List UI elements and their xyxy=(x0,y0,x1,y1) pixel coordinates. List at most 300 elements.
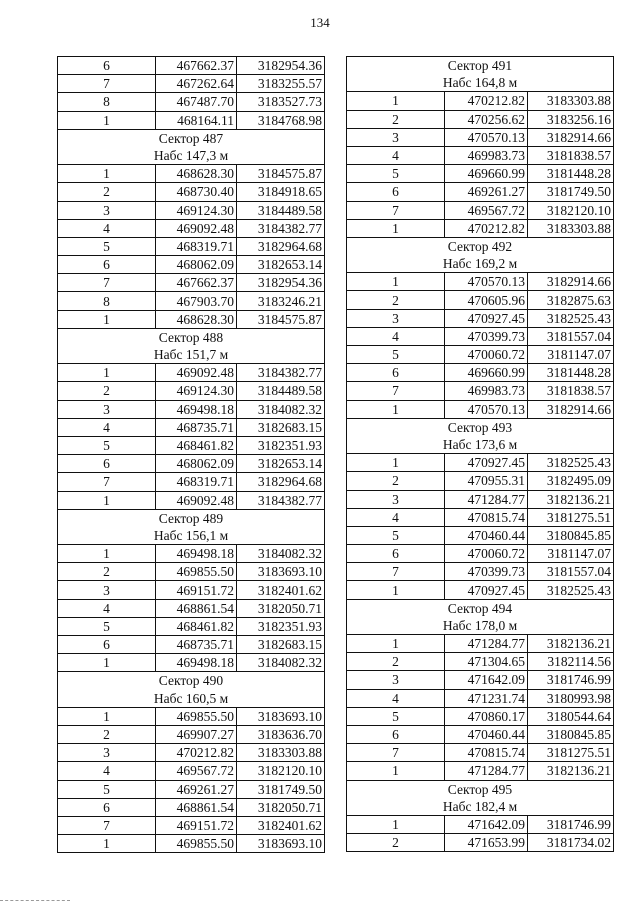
y-coordinate-cell: 3180845.85 xyxy=(528,725,614,743)
table-row xyxy=(347,92,614,110)
point-number-cell: 6 xyxy=(347,364,445,382)
table-row xyxy=(58,219,325,237)
x-coordinate-cell: 469092.48 xyxy=(156,364,237,382)
y-coordinate-cell: 3182914.66 xyxy=(528,400,614,418)
table-row xyxy=(347,707,614,725)
x-coordinate-cell: 470060.72 xyxy=(445,545,528,563)
x-coordinate-cell: 469567.72 xyxy=(156,762,237,780)
x-coordinate-cell: 471231.74 xyxy=(445,689,528,707)
point-number-cell: 6 xyxy=(347,183,445,201)
y-coordinate-cell: 3180845.85 xyxy=(528,526,614,544)
sector-height-row xyxy=(347,436,614,454)
x-coordinate-cell: 468628.30 xyxy=(156,310,237,328)
table-row xyxy=(347,273,614,291)
coordinates-table-left xyxy=(57,56,325,853)
y-coordinate-cell: 3182525.43 xyxy=(528,309,614,327)
table-row xyxy=(347,508,614,526)
table-row xyxy=(58,183,325,201)
y-coordinate-cell: 3181275.51 xyxy=(528,744,614,762)
table-row xyxy=(58,491,325,509)
y-coordinate-cell: 3181838.57 xyxy=(528,146,614,164)
x-coordinate-cell: 468461.82 xyxy=(156,617,237,635)
y-coordinate-cell: 3182120.10 xyxy=(528,201,614,219)
table-row xyxy=(347,762,614,780)
sector-title-row xyxy=(58,672,325,690)
point-number-cell: 1 xyxy=(58,835,156,853)
x-coordinate-cell: 471304.65 xyxy=(445,653,528,671)
x-coordinate-cell: 469907.27 xyxy=(156,725,237,743)
x-coordinate-cell: 469498.18 xyxy=(156,545,237,563)
table-row xyxy=(58,400,325,418)
sector-title: Сектор 492 xyxy=(347,237,614,255)
x-coordinate-cell: 468861.54 xyxy=(156,798,237,816)
y-coordinate-cell: 3184382.77 xyxy=(237,364,325,382)
table-row xyxy=(58,165,325,183)
x-coordinate-cell: 469261.27 xyxy=(445,183,528,201)
x-coordinate-cell: 468735.71 xyxy=(156,636,237,654)
table-row xyxy=(58,57,325,75)
table-row xyxy=(58,725,325,743)
y-coordinate-cell: 3182525.43 xyxy=(528,581,614,599)
x-coordinate-cell: 469124.30 xyxy=(156,201,237,219)
x-coordinate-cell: 470460.44 xyxy=(445,725,528,743)
coordinates-table-right xyxy=(346,56,614,852)
x-coordinate-cell: 470212.82 xyxy=(445,219,528,237)
point-number-cell: 4 xyxy=(58,762,156,780)
x-coordinate-cell: 470860.17 xyxy=(445,707,528,725)
point-number-cell: 2 xyxy=(58,183,156,201)
sector-height: Набс 182,4 м xyxy=(347,798,614,816)
sector-title-row xyxy=(347,237,614,255)
sector-title-row xyxy=(347,418,614,436)
x-coordinate-cell: 469498.18 xyxy=(156,654,237,672)
table-row xyxy=(58,762,325,780)
point-number-cell: 1 xyxy=(58,165,156,183)
table-row xyxy=(347,545,614,563)
table-row xyxy=(58,455,325,473)
point-number-cell: 7 xyxy=(347,201,445,219)
table-row xyxy=(58,237,325,255)
table-row xyxy=(347,382,614,400)
point-number-cell: 6 xyxy=(347,725,445,743)
x-coordinate-cell: 469660.99 xyxy=(445,364,528,382)
x-coordinate-cell: 468628.30 xyxy=(156,165,237,183)
point-number-cell: 1 xyxy=(58,707,156,725)
y-coordinate-cell: 3181746.99 xyxy=(528,815,614,833)
y-coordinate-cell: 3182914.66 xyxy=(528,273,614,291)
sector-height-row xyxy=(347,617,614,635)
y-coordinate-cell: 3183636.70 xyxy=(237,725,325,743)
y-coordinate-cell: 3182351.93 xyxy=(237,436,325,454)
table-row xyxy=(347,346,614,364)
y-coordinate-cell: 3184382.77 xyxy=(237,491,325,509)
point-number-cell: 3 xyxy=(58,581,156,599)
y-coordinate-cell: 3182683.15 xyxy=(237,418,325,436)
point-number-cell: 4 xyxy=(347,327,445,345)
y-coordinate-cell: 3181147.07 xyxy=(528,346,614,364)
table-row xyxy=(347,183,614,201)
x-coordinate-cell: 467487.70 xyxy=(156,93,237,111)
x-coordinate-cell: 470460.44 xyxy=(445,526,528,544)
y-coordinate-cell: 3184575.87 xyxy=(237,165,325,183)
table-row xyxy=(347,364,614,382)
y-coordinate-cell: 3180544.64 xyxy=(528,707,614,725)
x-coordinate-cell: 467662.37 xyxy=(156,274,237,292)
table-row xyxy=(58,798,325,816)
point-number-cell: 2 xyxy=(347,472,445,490)
sector-height-row xyxy=(347,74,614,92)
table-row xyxy=(347,128,614,146)
x-coordinate-cell: 470256.62 xyxy=(445,110,528,128)
table-row xyxy=(58,707,325,725)
point-number-cell: 1 xyxy=(347,400,445,418)
table-row xyxy=(58,744,325,762)
y-coordinate-cell: 3182495.09 xyxy=(528,472,614,490)
sector-title-row xyxy=(347,780,614,798)
x-coordinate-cell: 469498.18 xyxy=(156,400,237,418)
y-coordinate-cell: 3181746.99 xyxy=(528,671,614,689)
table-row xyxy=(58,581,325,599)
point-number-cell: 7 xyxy=(347,563,445,581)
table-row xyxy=(58,436,325,454)
point-number-cell: 2 xyxy=(347,834,445,852)
table-row xyxy=(58,599,325,617)
point-number-cell: 5 xyxy=(347,707,445,725)
y-coordinate-cell: 3184575.87 xyxy=(237,310,325,328)
point-number-cell: 7 xyxy=(347,382,445,400)
table-row xyxy=(347,327,614,345)
table-row xyxy=(58,545,325,563)
table-row xyxy=(58,418,325,436)
x-coordinate-cell: 470605.96 xyxy=(445,291,528,309)
x-coordinate-cell: 468861.54 xyxy=(156,599,237,617)
table-row xyxy=(347,309,614,327)
x-coordinate-cell: 468062.09 xyxy=(156,455,237,473)
y-coordinate-cell: 3183256.16 xyxy=(528,110,614,128)
sector-title: Сектор 491 xyxy=(347,57,614,75)
x-coordinate-cell: 470815.74 xyxy=(445,508,528,526)
x-coordinate-cell: 468319.71 xyxy=(156,237,237,255)
table-row xyxy=(347,581,614,599)
y-coordinate-cell: 3181734.02 xyxy=(528,834,614,852)
y-coordinate-cell: 3181448.28 xyxy=(528,364,614,382)
point-number-cell: 5 xyxy=(347,526,445,544)
table-row xyxy=(347,689,614,707)
point-number-cell: 4 xyxy=(347,508,445,526)
point-number-cell: 6 xyxy=(58,256,156,274)
table-row xyxy=(58,75,325,93)
x-coordinate-cell: 469151.72 xyxy=(156,581,237,599)
y-coordinate-cell: 3183303.88 xyxy=(237,744,325,762)
y-coordinate-cell: 3183693.10 xyxy=(237,563,325,581)
y-coordinate-cell: 3184082.32 xyxy=(237,545,325,563)
point-number-cell: 7 xyxy=(58,473,156,491)
y-coordinate-cell: 3184082.32 xyxy=(237,654,325,672)
table-row xyxy=(58,256,325,274)
sector-title-row xyxy=(58,328,325,346)
table-row xyxy=(58,310,325,328)
x-coordinate-cell: 469983.73 xyxy=(445,382,528,400)
x-coordinate-cell: 467662.37 xyxy=(156,57,237,75)
point-number-cell: 2 xyxy=(347,653,445,671)
table-row xyxy=(347,201,614,219)
point-number-cell: 7 xyxy=(58,816,156,834)
x-coordinate-cell: 469092.48 xyxy=(156,219,237,237)
sector-height-row xyxy=(58,147,325,165)
x-coordinate-cell: 469151.72 xyxy=(156,816,237,834)
x-coordinate-cell: 470212.82 xyxy=(156,744,237,762)
y-coordinate-cell: 3181147.07 xyxy=(528,545,614,563)
point-number-cell: 8 xyxy=(58,292,156,310)
y-coordinate-cell: 3182653.14 xyxy=(237,455,325,473)
y-coordinate-cell: 3183255.57 xyxy=(237,75,325,93)
point-number-cell: 4 xyxy=(58,418,156,436)
sector-title: Сектор 490 xyxy=(58,672,325,690)
y-coordinate-cell: 3184082.32 xyxy=(237,400,325,418)
x-coordinate-cell: 468735.71 xyxy=(156,418,237,436)
x-coordinate-cell: 469261.27 xyxy=(156,780,237,798)
y-coordinate-cell: 3182653.14 xyxy=(237,256,325,274)
x-coordinate-cell: 470399.73 xyxy=(445,563,528,581)
sector-height: Набс 156,1 м xyxy=(58,527,325,545)
point-number-cell: 6 xyxy=(58,455,156,473)
x-coordinate-cell: 469092.48 xyxy=(156,491,237,509)
sector-height-row xyxy=(347,798,614,816)
x-coordinate-cell: 471642.09 xyxy=(445,671,528,689)
point-number-cell: 8 xyxy=(58,93,156,111)
table-row xyxy=(58,382,325,400)
table-row xyxy=(58,364,325,382)
sector-height: Набс 173,6 м xyxy=(347,436,614,454)
point-number-cell: 5 xyxy=(347,165,445,183)
x-coordinate-cell: 470570.13 xyxy=(445,128,528,146)
table-row xyxy=(347,472,614,490)
x-coordinate-cell: 471284.77 xyxy=(445,762,528,780)
point-number-cell: 3 xyxy=(58,201,156,219)
x-coordinate-cell: 470955.31 xyxy=(445,472,528,490)
sector-title: Сектор 493 xyxy=(347,418,614,436)
y-coordinate-cell: 3182050.71 xyxy=(237,798,325,816)
y-coordinate-cell: 3184768.98 xyxy=(237,111,325,129)
y-coordinate-cell: 3180993.98 xyxy=(528,689,614,707)
point-number-cell: 5 xyxy=(58,237,156,255)
point-number-cell: 2 xyxy=(58,725,156,743)
table-row xyxy=(58,617,325,635)
point-number-cell: 1 xyxy=(58,111,156,129)
point-number-cell: 7 xyxy=(347,744,445,762)
x-coordinate-cell: 468164.11 xyxy=(156,111,237,129)
table-row xyxy=(347,671,614,689)
x-coordinate-cell: 467903.70 xyxy=(156,292,237,310)
y-coordinate-cell: 3183246.21 xyxy=(237,292,325,310)
point-number-cell: 1 xyxy=(347,581,445,599)
y-coordinate-cell: 3184489.58 xyxy=(237,382,325,400)
y-coordinate-cell: 3181838.57 xyxy=(528,382,614,400)
point-number-cell: 2 xyxy=(58,382,156,400)
table-row xyxy=(347,165,614,183)
table-row xyxy=(58,636,325,654)
x-coordinate-cell: 469855.50 xyxy=(156,707,237,725)
point-number-cell: 6 xyxy=(58,57,156,75)
table-row xyxy=(58,274,325,292)
table-row xyxy=(58,816,325,834)
point-number-cell: 2 xyxy=(58,563,156,581)
sector-title-row xyxy=(58,509,325,527)
y-coordinate-cell: 3183303.88 xyxy=(528,92,614,110)
y-coordinate-cell: 3184382.77 xyxy=(237,219,325,237)
point-number-cell: 1 xyxy=(347,454,445,472)
point-number-cell: 4 xyxy=(347,689,445,707)
x-coordinate-cell: 470060.72 xyxy=(445,346,528,364)
x-coordinate-cell: 469855.50 xyxy=(156,835,237,853)
sector-title: Сектор 495 xyxy=(347,780,614,798)
sector-height-row xyxy=(58,690,325,708)
point-number-cell: 1 xyxy=(347,815,445,833)
table-row xyxy=(347,635,614,653)
point-number-cell: 4 xyxy=(58,599,156,617)
point-number-cell: 3 xyxy=(347,309,445,327)
x-coordinate-cell: 471284.77 xyxy=(445,490,528,508)
point-number-cell: 5 xyxy=(347,346,445,364)
point-number-cell: 6 xyxy=(347,545,445,563)
point-number-cell: 6 xyxy=(58,636,156,654)
y-coordinate-cell: 3181557.04 xyxy=(528,563,614,581)
point-number-cell: 1 xyxy=(58,310,156,328)
y-coordinate-cell: 3182964.68 xyxy=(237,473,325,491)
y-coordinate-cell: 3182136.21 xyxy=(528,490,614,508)
x-coordinate-cell: 470927.45 xyxy=(445,581,528,599)
table-row xyxy=(58,93,325,111)
point-number-cell: 4 xyxy=(347,146,445,164)
point-number-cell: 2 xyxy=(347,291,445,309)
table-row xyxy=(347,526,614,544)
y-coordinate-cell: 3184489.58 xyxy=(237,201,325,219)
table-row xyxy=(58,111,325,129)
y-coordinate-cell: 3182401.62 xyxy=(237,581,325,599)
table-row xyxy=(58,292,325,310)
point-number-cell: 1 xyxy=(347,762,445,780)
y-coordinate-cell: 3182401.62 xyxy=(237,816,325,834)
sector-height: Набс 169,2 м xyxy=(347,255,614,273)
table-row xyxy=(347,110,614,128)
x-coordinate-cell: 468461.82 xyxy=(156,436,237,454)
table-row xyxy=(347,653,614,671)
sector-height: Набс 164,8 м xyxy=(347,74,614,92)
x-coordinate-cell: 470399.73 xyxy=(445,327,528,345)
y-coordinate-cell: 3182351.93 xyxy=(237,617,325,635)
y-coordinate-cell: 3181448.28 xyxy=(528,165,614,183)
x-coordinate-cell: 470570.13 xyxy=(445,400,528,418)
y-coordinate-cell: 3182954.36 xyxy=(237,274,325,292)
table-row xyxy=(347,400,614,418)
table-row xyxy=(58,563,325,581)
sector-height-row xyxy=(58,527,325,545)
x-coordinate-cell: 469567.72 xyxy=(445,201,528,219)
table-row xyxy=(58,654,325,672)
y-coordinate-cell: 3181749.50 xyxy=(528,183,614,201)
x-coordinate-cell: 467262.64 xyxy=(156,75,237,93)
point-number-cell: 1 xyxy=(347,635,445,653)
sector-title-row xyxy=(347,599,614,617)
table-row xyxy=(347,815,614,833)
y-coordinate-cell: 3183527.73 xyxy=(237,93,325,111)
y-coordinate-cell: 3184918.65 xyxy=(237,183,325,201)
sector-height: Набс 160,5 м xyxy=(58,690,325,708)
y-coordinate-cell: 3182875.63 xyxy=(528,291,614,309)
x-coordinate-cell: 469855.50 xyxy=(156,563,237,581)
point-number-cell: 3 xyxy=(347,490,445,508)
sector-title-row xyxy=(58,129,325,147)
y-coordinate-cell: 3181275.51 xyxy=(528,508,614,526)
x-coordinate-cell: 470815.74 xyxy=(445,744,528,762)
x-coordinate-cell: 468062.09 xyxy=(156,256,237,274)
x-coordinate-cell: 471642.09 xyxy=(445,815,528,833)
point-number-cell: 2 xyxy=(347,110,445,128)
table-row xyxy=(347,291,614,309)
sector-title-row xyxy=(347,57,614,75)
table-row xyxy=(347,490,614,508)
table-row xyxy=(347,744,614,762)
x-coordinate-cell: 471653.99 xyxy=(445,834,528,852)
table-row xyxy=(58,835,325,853)
x-coordinate-cell: 468319.71 xyxy=(156,473,237,491)
sector-height-row xyxy=(347,255,614,273)
table-row xyxy=(347,454,614,472)
x-coordinate-cell: 469983.73 xyxy=(445,146,528,164)
y-coordinate-cell: 3183303.88 xyxy=(528,219,614,237)
point-number-cell: 1 xyxy=(58,364,156,382)
x-coordinate-cell: 469660.99 xyxy=(445,165,528,183)
sector-height-row xyxy=(58,346,325,364)
sector-height: Набс 147,3 м xyxy=(58,147,325,165)
y-coordinate-cell: 3183693.10 xyxy=(237,707,325,725)
point-number-cell: 3 xyxy=(347,671,445,689)
point-number-cell: 1 xyxy=(347,219,445,237)
point-number-cell: 1 xyxy=(58,654,156,672)
sector-title: Сектор 489 xyxy=(58,509,325,527)
point-number-cell: 3 xyxy=(347,128,445,146)
table-row xyxy=(58,473,325,491)
sector-title: Сектор 488 xyxy=(58,328,325,346)
point-number-cell: 5 xyxy=(58,436,156,454)
table-row xyxy=(347,219,614,237)
y-coordinate-cell: 3181749.50 xyxy=(237,780,325,798)
y-coordinate-cell: 3182136.21 xyxy=(528,635,614,653)
y-coordinate-cell: 3182954.36 xyxy=(237,57,325,75)
point-number-cell: 1 xyxy=(347,273,445,291)
sector-height: Набс 178,0 м xyxy=(347,617,614,635)
x-coordinate-cell: 468730.40 xyxy=(156,183,237,201)
sector-height: Набс 151,7 м xyxy=(58,346,325,364)
y-coordinate-cell: 3182136.21 xyxy=(528,762,614,780)
point-number-cell: 6 xyxy=(58,798,156,816)
y-coordinate-cell: 3182964.68 xyxy=(237,237,325,255)
point-number-cell: 5 xyxy=(58,780,156,798)
point-number-cell: 3 xyxy=(58,744,156,762)
table-row xyxy=(58,780,325,798)
y-coordinate-cell: 3182050.71 xyxy=(237,599,325,617)
table-row xyxy=(347,563,614,581)
y-coordinate-cell: 3182120.10 xyxy=(237,762,325,780)
sector-title: Сектор 487 xyxy=(58,129,325,147)
y-coordinate-cell: 3181557.04 xyxy=(528,327,614,345)
sector-title: Сектор 494 xyxy=(347,599,614,617)
x-coordinate-cell: 471284.77 xyxy=(445,635,528,653)
x-coordinate-cell: 470927.45 xyxy=(445,309,528,327)
x-coordinate-cell: 470212.82 xyxy=(445,92,528,110)
table-row xyxy=(58,201,325,219)
x-coordinate-cell: 470927.45 xyxy=(445,454,528,472)
